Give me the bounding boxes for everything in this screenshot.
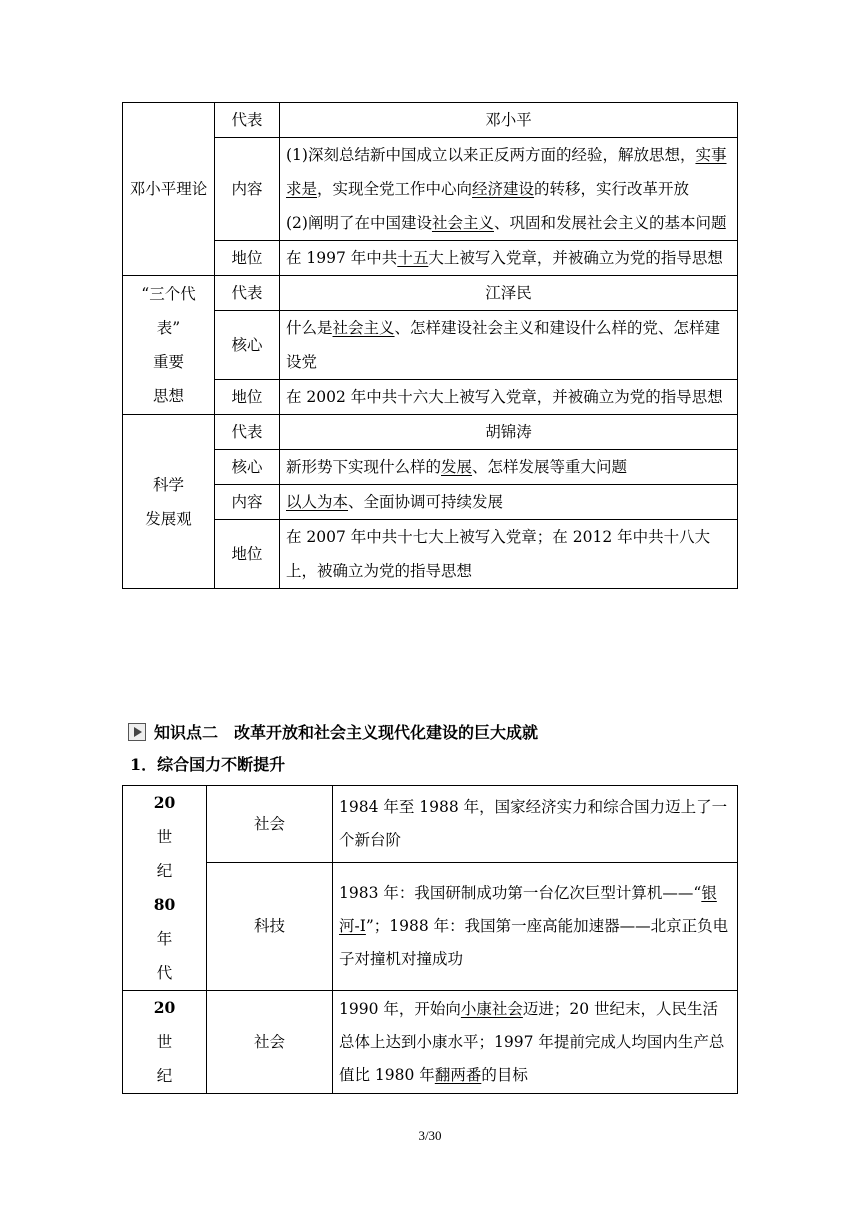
three-rep-label: 代表 — [215, 276, 280, 311]
sci-core-label: 核心 — [215, 450, 280, 485]
sci-rep-value: 胡锦涛 — [280, 415, 738, 450]
section-heading: 知识点二 改革开放和社会主义现代化建设的巨大成就 — [128, 720, 538, 743]
deng-rep-label: 代表 — [215, 103, 280, 138]
era1-society-label: 社会 — [207, 786, 333, 863]
sci-status-text: 在 2007 年中共十七大上被写入党章；在 2012 年中共十八大上，被确立为党的指导思想 — [280, 520, 738, 589]
sci-content-label: 内容 — [215, 485, 280, 520]
achievements-table — [122, 785, 738, 1094]
sci-status-label: 地位 — [215, 520, 280, 589]
three-status-text: 在 2002 年中共十六大上被写入党章，并被确立为党的指导思想 — [280, 380, 738, 415]
deng-theory-title: 邓小平理论 — [123, 103, 215, 276]
three-represents-title: “三个代 表” 重要 思想 — [123, 276, 215, 415]
three-core-label: 核心 — [215, 311, 280, 380]
sci-content-text: 以人为本、全面协调可持续发展 — [280, 485, 738, 520]
page-number: 3/30 — [418, 1128, 442, 1143]
sci-core-text: 新形势下实现什么样的发展、怎样发展等重大问题 — [280, 450, 738, 485]
era2-society-text: 1990 年，开始向小康社会迈进；20 世纪末，人民生活总体上达到小康水平；1997 年提前完成人均国内生产总值比 1980 年翻两番的目标 — [333, 991, 738, 1094]
theory-table — [122, 102, 738, 589]
play-triangle-icon — [128, 723, 146, 741]
era-1980s: 20 世 纪 80 年 代 — [123, 786, 207, 991]
era-1990s: 20 世 纪 — [123, 991, 207, 1094]
deng-status-text: 在 1997 年中共十五大上被写入党章，并被确立为党的指导思想 — [280, 241, 738, 276]
subheading: 1．综合国力不断提升 — [130, 755, 286, 774]
deng-rep-value: 邓小平 — [280, 103, 738, 138]
three-rep-value: 江泽民 — [280, 276, 738, 311]
three-status-label: 地位 — [215, 380, 280, 415]
three-core-text: 什么是社会主义、怎样建设社会主义和建设什么样的党、怎样建设党 — [280, 311, 738, 380]
deng-content-text: (1)深刻总结新中国成立以来正反两方面的经验，解放思想，实事求是，实现全党工作中心向经济建设的转移，实行改革开放 (2)阐明了在中国建设社会主义、巩固和发展社会主义的基本问题 — [280, 138, 738, 241]
era2-society-label: 社会 — [207, 991, 333, 1094]
era1-tech-label: 科技 — [207, 862, 333, 990]
era1-society-text: 1984 年至 1988 年，国家经济实力和综合国力迈上了一个新台阶 — [333, 786, 738, 863]
era1-tech-text: 1983 年：我国研制成功第一台亿次巨型计算机——“银河-Ⅰ”；1988 年：我国第一座高能加速器——北京正负电子对撞机对撞成功 — [333, 862, 738, 990]
deng-status-label: 地位 — [215, 241, 280, 276]
deng-content-label: 内容 — [215, 138, 280, 241]
scientific-outlook-title: 科学 发展观 — [123, 415, 215, 589]
sci-rep-label: 代表 — [215, 415, 280, 450]
